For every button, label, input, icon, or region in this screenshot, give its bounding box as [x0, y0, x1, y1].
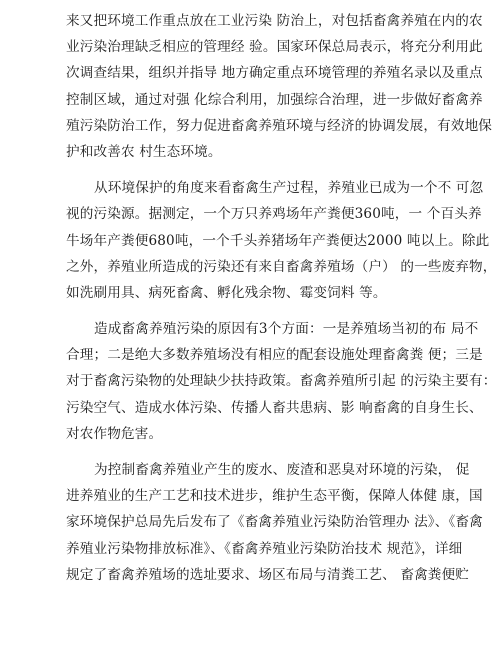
paragraph-3	[66, 316, 497, 447]
text-line: 来又把环境工作重点放在工业污染 防治上，对包括畜禽养殖在内的农	[66, 13, 483, 29]
text-line: 护和改善农 村生态环境。	[66, 143, 222, 160]
paragraph-1	[66, 8, 493, 165]
text-line: 牛场年产粪便680吨，一个千头养猪场年产粪便达2000 吨以上。除此	[66, 232, 490, 249]
text-line: 之外，养殖业所造成的污染还有来自畜禽养殖场（户） 的一些废弃物，	[66, 258, 497, 275]
text-line: 如洗刷用具、病死畜禽、孵化残余物、霉变饲料 等。	[66, 284, 387, 301]
text-line: 次调查结果，组织并指导 地方确定重点环境管理的养殖名录以及重点	[66, 65, 483, 82]
text-line: 殖污染防治工作，努力促进畜禽养殖环境与经济的协调发展，有效地保	[66, 117, 493, 134]
paragraph-2	[66, 175, 497, 306]
text-line: 视的污染源。据测定，一个万只养鸡场年产粪便360吨，一 个百头养	[66, 206, 482, 223]
text-line: 规定了畜禽养殖场的选址要求、场区布局与清粪工艺、 畜禽粪便贮	[66, 566, 470, 583]
text-line: 业污染治理缺乏相应的管理经 验。国家环保总局表示，将充分利用此	[66, 39, 483, 56]
text-line: 进养殖业的生产工艺和技术进步，维护生态平衡，保障人体健 康，国	[66, 488, 483, 505]
text-line: 养殖业污染物排放标准》、《畜禽养殖业污染防治技术 规范》，详细	[66, 540, 463, 557]
text-line: 为控制畜禽养殖业产生的废水、废渣和恶臭对环境的污染， 促	[94, 462, 470, 478]
text-line: 家环境保护总局先后发布了《畜禽养殖业污染防治管理办 法》、《畜禽	[66, 514, 483, 531]
text-line: 从环境保护的角度来看畜禽生产过程，养殖业已成为一个不 可忽	[94, 180, 484, 197]
text-line: 对于畜禽污染物的处理缺少扶持政策。畜禽养殖所引起 的污染主要有：	[66, 373, 497, 390]
paragraph-4	[66, 457, 483, 588]
text-line: 对农作物危害。	[66, 425, 163, 442]
text-line: 污染空气、造成水体污染、传播人畜共患病、影 响畜禽的自身生长、	[66, 399, 483, 416]
text-line: 造成畜禽养殖污染的原因有3个方面：一是养殖场当初的布 局不	[94, 321, 479, 338]
document-body	[66, 8, 497, 588]
text-line: 控制区域，通过对强 化综合利用，加强综合治理，进一步做好畜禽养	[66, 91, 483, 108]
text-line: 合理；二是绝大多数养殖场没有相应的配套设施处理畜禽粪 便；三是	[66, 347, 483, 364]
